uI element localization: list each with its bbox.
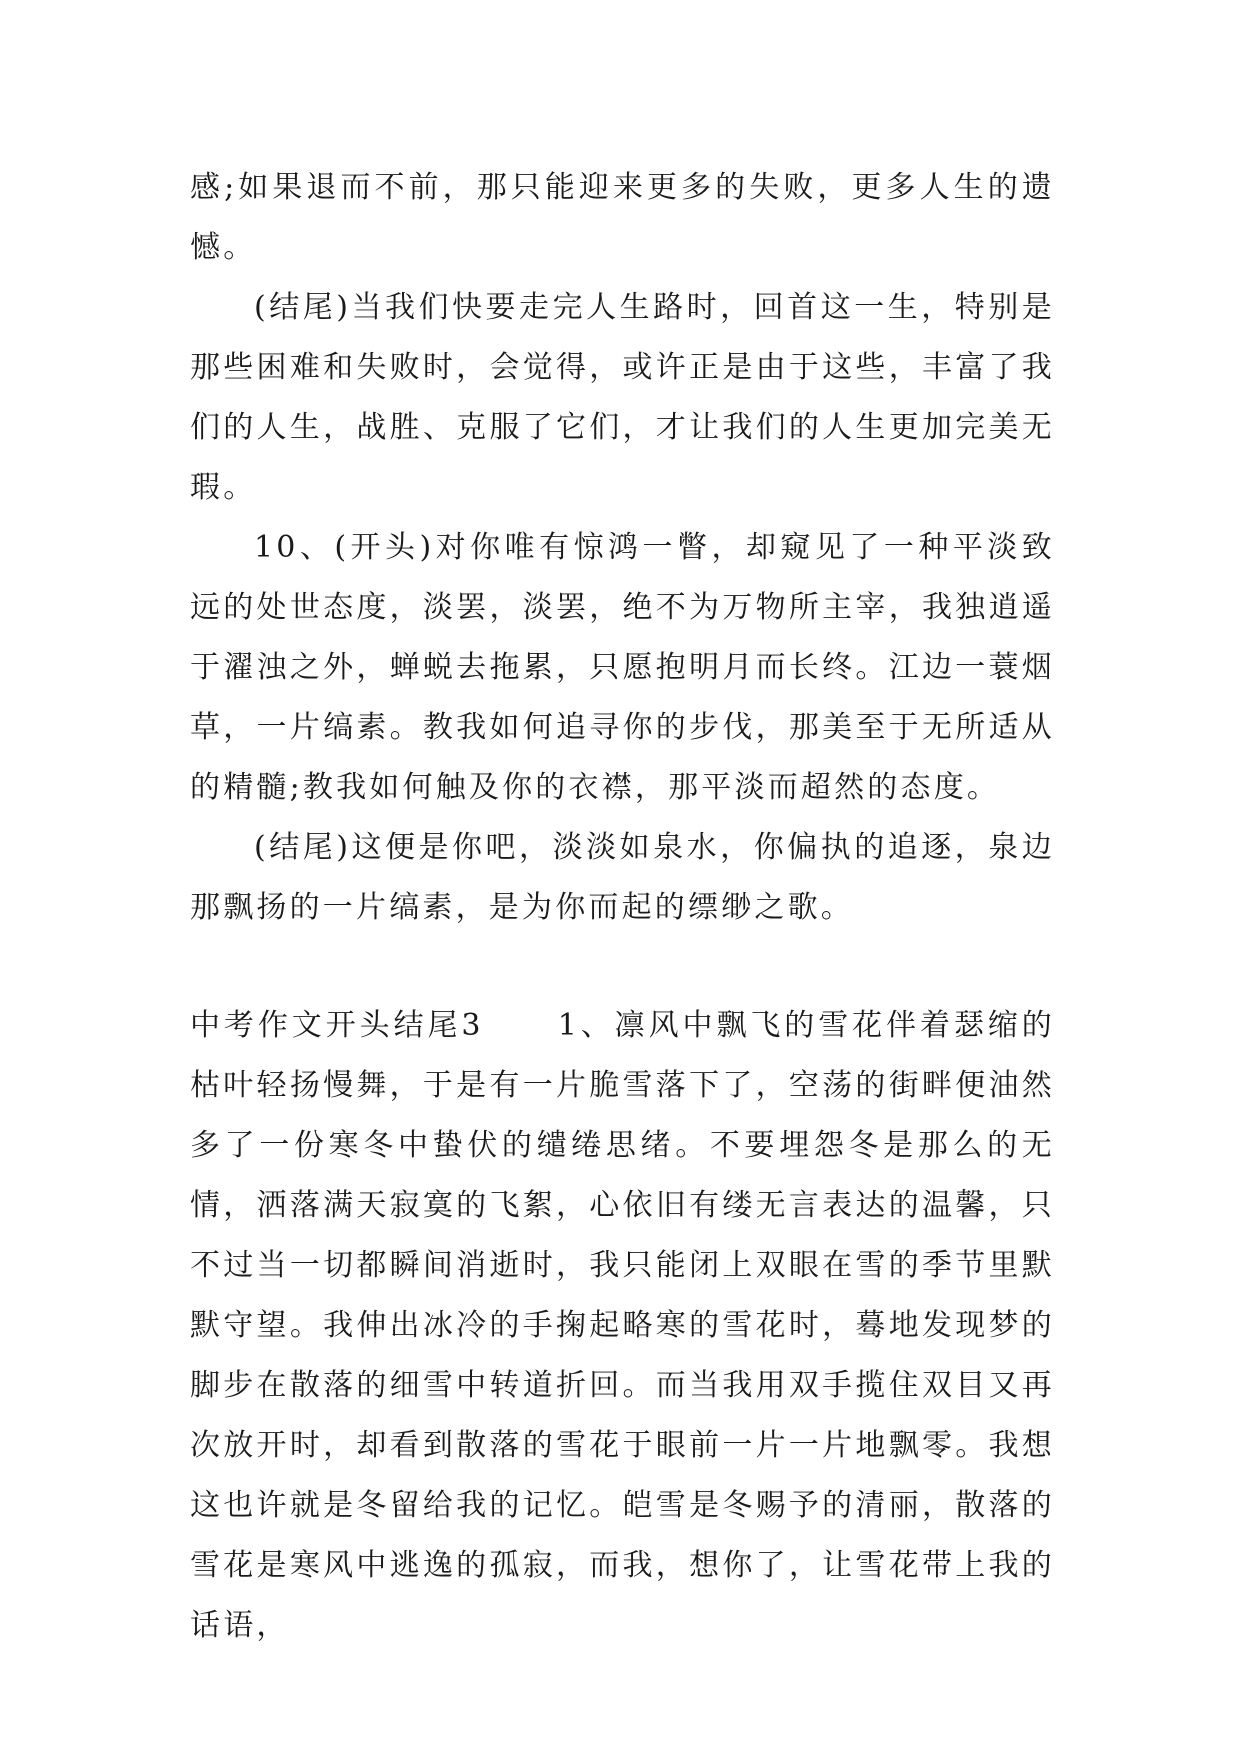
section-paragraph bbox=[190, 996, 1055, 1656]
section-heading: 中考作文开头结尾3 bbox=[190, 1008, 484, 1043]
paragraph-opening-10: 10、(开头)对你唯有惊鸿一瞥，却窥见了一种平淡致远的处世态度，淡罢，淡罢，绝不为万物所主宰，我独逍遥于濯浊之外，蝉蜕去拖累，只愿抱明月而长终。江边一蓑烟草，一片缟素。教我如何追寻你的步伐，那美至于无所适从的精髓;教我如何触及你的衣襟，那平淡而超然的态度。 bbox=[190, 530, 1055, 805]
paragraph-ending-10: (结尾)这便是你吧，淡淡如泉水，你偏执的追逐，泉边那飘扬的一片缟素，是为你而起的缥缈之歌。 bbox=[190, 830, 1055, 925]
paragraph-ending-9: (结尾)当我们快要走完人生路时，回首这一生，特别是那些困难和失败时，会觉得，或许正是由于这些，丰富了我们的人生，战胜、克服了它们，才让我们的人生更加完美无瑕。 bbox=[190, 290, 1055, 505]
section-body-text: 1、凛风中飘飞的雪花伴着瑟缩的枯叶轻扬慢舞，于是有一片脆雪落下了，空荡的街畔便油然多了一份寒冬中蛰伏的缱绻思绪。不要埋怨冬是那么的无情，洒落满天寂寞的飞絮，心依旧有缕无言表达的温馨，只不过当一切都瞬间消逝时，我只能闭上双眼在雪的季节里默默守望。我伸出冰冷的手掬起略寒的雪花时，蓦地发现梦的脚步在散落的细雪中转道折回。而当我用双手揽住双目又再次放开时，却看到散落的雪花于眼前一片一片地飘零。我想这也许就是冬留给我的记忆。皑雪是冬赐予的清丽，散落的雪花是寒风中逃逸的孤寂，而我，想你了，让雪花带上我的话语， bbox=[190, 1008, 1055, 1643]
section-spacer bbox=[190, 938, 1055, 996]
document-body bbox=[190, 158, 1055, 1656]
paragraph-continued: 感;如果退而不前，那只能迎来更多的失败，更多人生的遗憾。 bbox=[190, 170, 1055, 265]
